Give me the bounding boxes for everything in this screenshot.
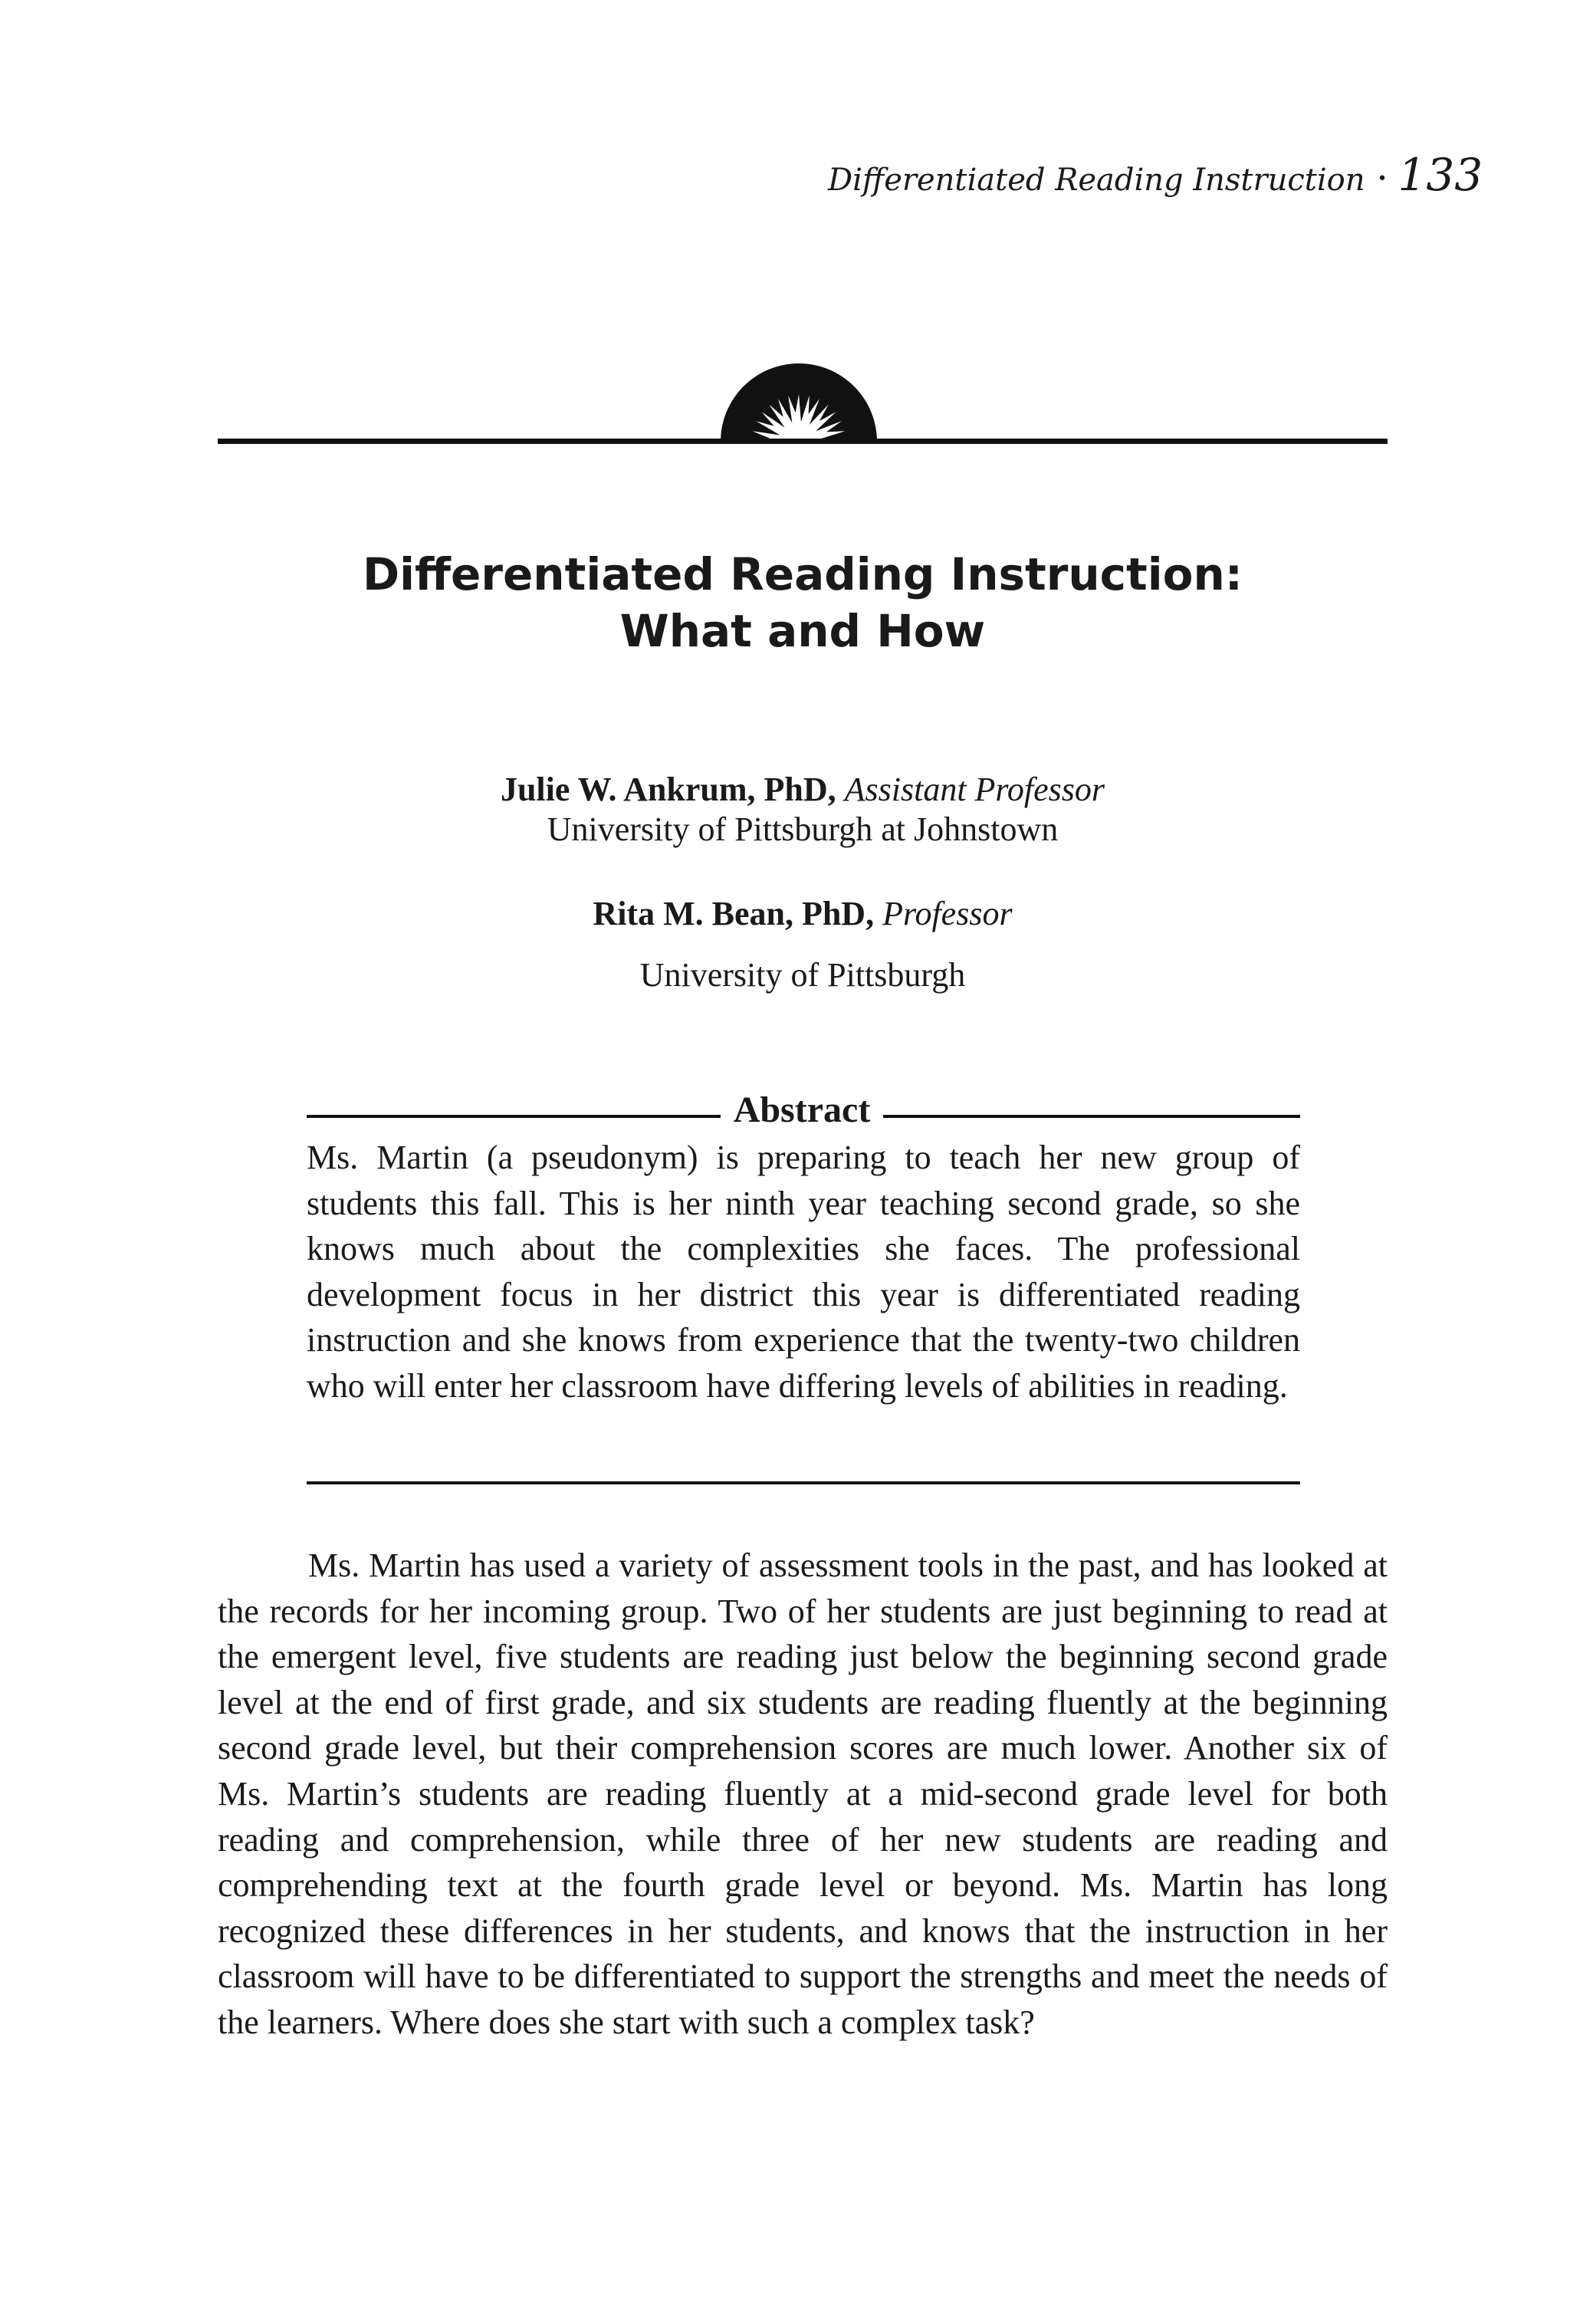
sunburst-ornament-icon [720,351,878,442]
author-2 [218,892,1388,935]
article-title-line-2: What and How [619,605,986,657]
article-title [218,546,1388,659]
header-rule [218,439,1388,444]
abstract-text: Ms. Martin (a pseudonym) is preparing to teach her new group of students this fall. This is her ninth year teaching second grade, so she knows much about the complexities she faces. The professional development focus in her district this year is differentiated reading instruction and she knows from experience that the twenty-two children who will enter her classroom have differing levels of abilities in reading. [307,1139,1300,1405]
running-head [828,149,1483,207]
abstract-heading: Abstract [733,1090,871,1130]
body-paragraph-1: Ms. Martin has used a variety of assessment tools in the past, and has looked at the records for her incoming group. Two of her students are just beginning to read at the emergent level, five students are reading just below the beginning second grade level at the end of first grade, and six students are reading fluently at the beginning second grade level, but their comprehension scores are much lower. Another six of Ms. Martin’s students are reading fluently at a mid-second grade level for both reading and comprehension, while three of her new students are reading and comprehending text at the fourth grade level or beyond. Ms. Martin has long recognized these differences in her students, and knows that the instruction in her classroom will have to be differentiated to support the strengths and meet the needs of the learners. Where does she start with such a complex task? [218,1547,1388,2041]
author-2-name: Rita M. Bean, PhD, [593,895,875,932]
author-1-affiliation: University of Pittsburgh at Johnstown [547,810,1059,848]
article-title-line-1: Differentiated Reading Instruction: [363,548,1243,600]
author-1-role: Assistant Professor [844,771,1105,808]
abstract-heading-block [307,1087,1300,1133]
author-2-role: Professor [882,895,1013,932]
author-1 [218,768,1388,811]
abstract-rule-left [307,1115,721,1118]
page-number: 133 [1398,149,1483,201]
abstract-rule-right [883,1115,1300,1118]
author-2-affiliation: University of Pittsburgh [639,956,966,994]
running-head-bullet: • [1377,169,1388,189]
author-1-name: Julie W. Ankrum, PhD, [500,771,836,808]
running-head-title: Differentiated Reading Instruction [828,163,1365,198]
abstract-bottom-rule [307,1481,1300,1484]
